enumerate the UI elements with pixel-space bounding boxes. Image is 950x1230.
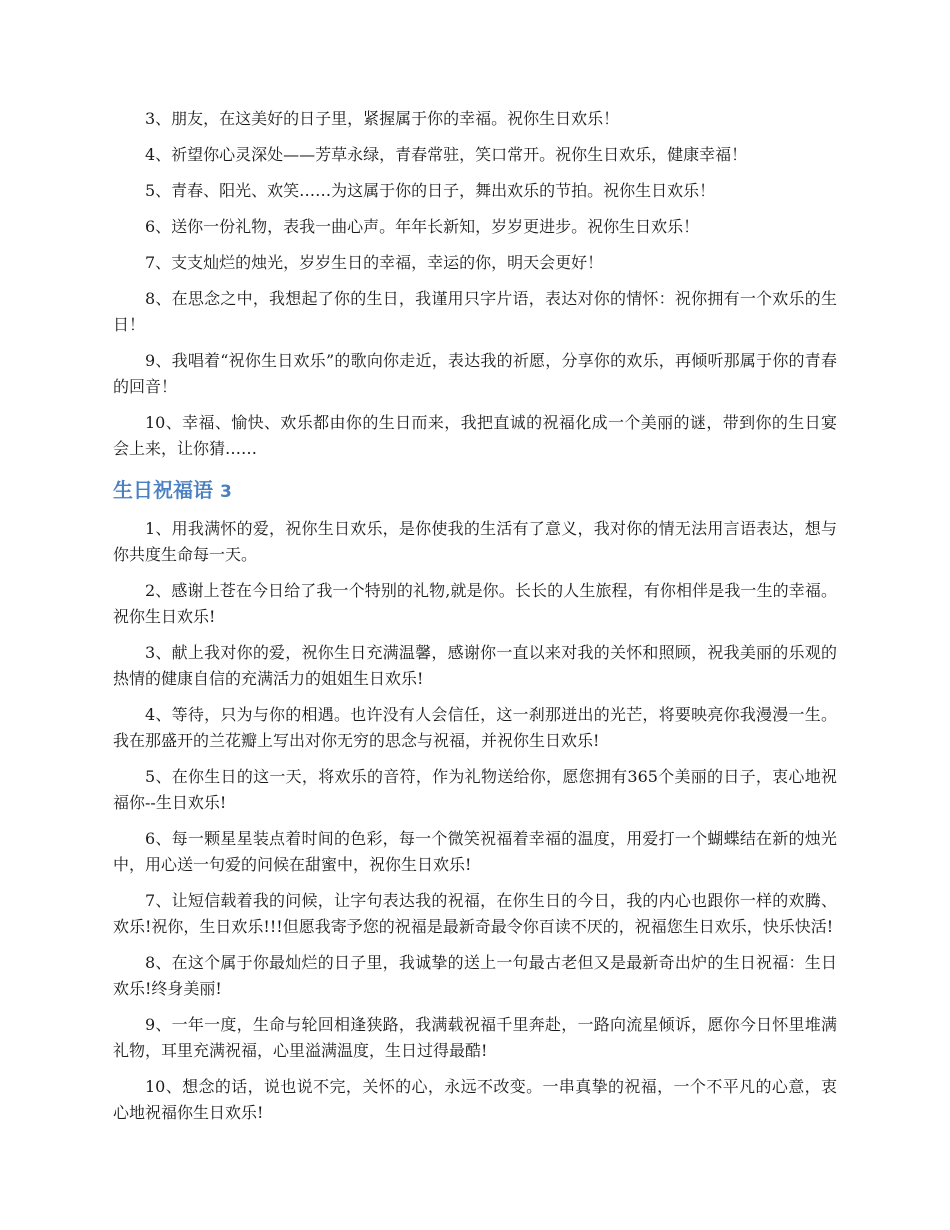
paragraph: 7、让短信载着我的问候，让字句表达我的祝福，在你生日的今日，我的内心也跟你一样的欢腾、欢乐!祝你，生日欢乐!!!但愿我寄予您的祝福是最新奇最令你百读不厌的，祝福您生日欢乐，快乐快活! (113, 891, 837, 936)
paragraph: 10、想念的话，说也说不完，关怀的心，永远不改变。一串真挚的祝福，一个不平凡的心意，衷心地祝福你生日欢乐! (113, 1077, 837, 1122)
paragraph: 6、每一颗星星装点着时间的色彩，每一个微笑祝福着幸福的温度，用爱打一个蝴蝶结在新的烛光中，用心送一句爱的问候在甜蜜中，祝你生日欢乐! (113, 829, 837, 874)
paragraph: 8、在这个属于你最灿烂的日子里，我诚挚的送上一句最古老但又是最新奇出炉的生日祝福：生日欢乐!终身美丽! (113, 953, 837, 998)
paragraph: 1、用我满怀的爱，祝你生日欢乐，是你使我的生活有了意义，我对你的情无法用言语表达，想与你共度生命每一天。 (113, 519, 837, 564)
section-heading-title: 生日祝福语 (113, 478, 213, 502)
section-a (113, 106, 837, 462)
paragraph: 2、感谢上苍在今日给了我一个特别的礼物,就是你。长长的人生旅程，有你相伴是我一生的幸福。祝你生日欢乐! (113, 581, 837, 626)
paragraph: 10、幸福、愉快、欢乐都由你的生日而来，我把直诚的祝福化成一个美丽的谜，带到你的生日宴会上来，让你猜…… (113, 413, 837, 458)
paragraph: 5、青春、阳光、欢笑……为这属于你的日子，舞出欢乐的节拍。祝你生日欢乐！ (145, 181, 716, 200)
paragraph: 4、等待，只为与你的相遇。也许没有人会信任，这一刹那迸出的光芒，将要映亮你我漫漫一生。我在那盛开的兰花瓣上写出对你无穷的思念与祝福，并祝你生日欢乐! (113, 705, 837, 750)
paragraph: 9、我唱着“祝你生日欢乐”的歌向你走近，表达我的祈愿，分享你的欢乐，再倾听那属于你的青春的回音！ (113, 351, 837, 396)
paragraph: 5、在你生日的这一天，将欢乐的音符，作为礼物送给你，愿您拥有365个美丽的日子，衷心地祝福你--生日欢乐! (113, 767, 837, 812)
paragraph: 6、送你一份礼物，表我一曲心声。年年长新知，岁岁更进步。祝你生日欢乐！ (145, 217, 700, 236)
paragraph: 8、在思念之中，我想起了你的生日，我谨用只字片语，表达对你的情怀：祝你拥有一个欢乐的生日！ (113, 289, 837, 334)
section-heading (113, 476, 837, 506)
paragraph: 4、祈望你心灵深处——芳草永绿，青春常驻，笑口常开。祝你生日欢乐，健康幸福！ (145, 145, 748, 164)
paragraph: 7、支支灿烂的烛光，岁岁生日的幸福，幸运的你，明天会更好！ (145, 253, 604, 272)
paragraph: 3、献上我对你的爱，祝你生日充满温馨，感谢你一直以来对我的关怀和照顾，祝我美丽的乐观的热情的健康自信的充满活力的姐姐生日欢乐! (113, 643, 837, 688)
section-b (113, 516, 837, 1126)
paragraph: 9、一年一度，生命与轮回相逢狭路，我满载祝福千里奔赴，一路向流星倾诉，愿你今日怀里堆满礼物，耳里充满祝福，心里溢满温度，生日过得最酷! (113, 1015, 837, 1060)
paragraph: 3、朋友，在这美好的日子里，紧握属于你的幸福。祝你生日欢乐！ (145, 109, 620, 128)
section-heading-number: 3 (219, 482, 232, 502)
document-page (113, 106, 837, 1136)
